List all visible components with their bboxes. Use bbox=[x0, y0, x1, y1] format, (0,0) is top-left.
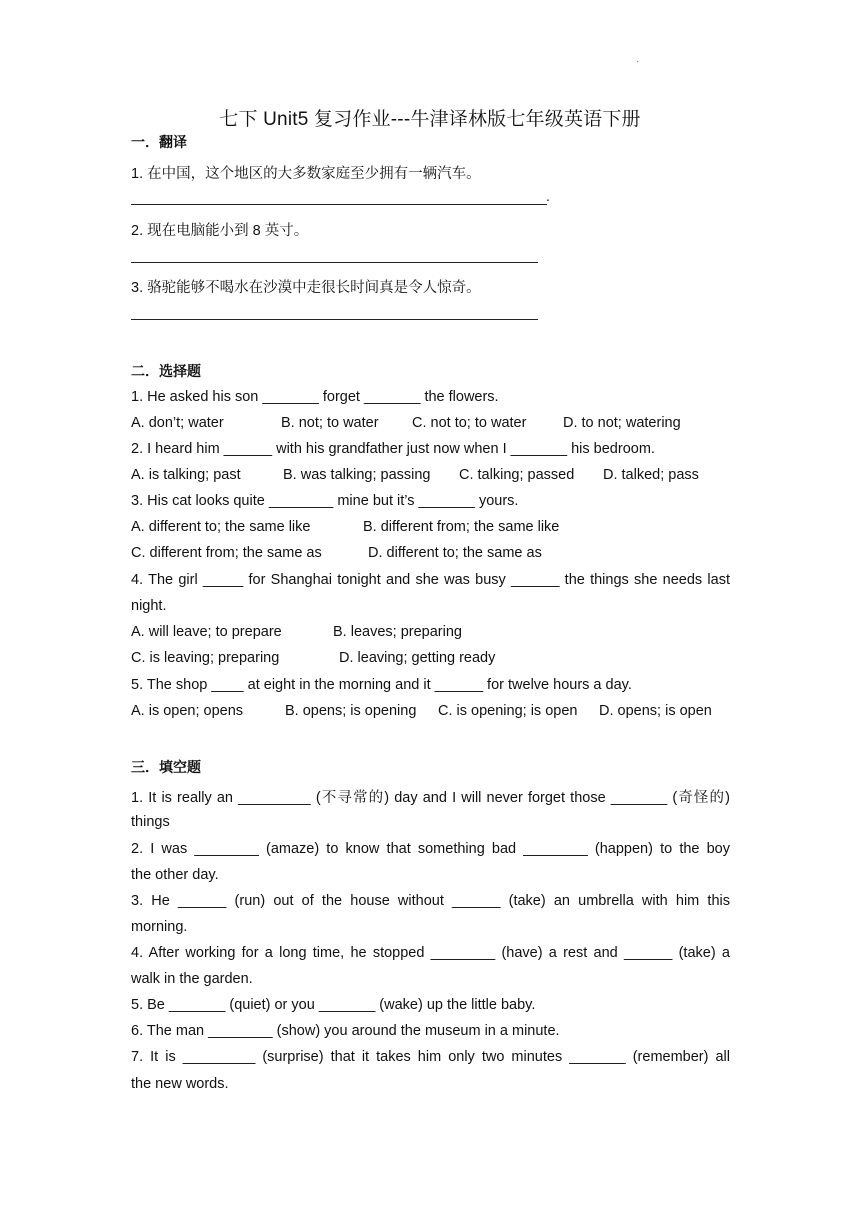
fill-question-7-cont: the new words. bbox=[131, 1076, 229, 1092]
mc-question-3: 3. His cat looks quite ________ mine but it’s _______ yours. bbox=[131, 493, 519, 509]
page-title: 七下 Unit5 复习作业---牛津译林版七年级英语下册 bbox=[219, 109, 641, 130]
mc-question-4: 4. The girl _____ for Shanghai tonight and she was busy ______ the things she needs last bbox=[131, 572, 730, 588]
mc-question-2: 2. I heard him ______ with his grandfather just now when I _______ his bedroom. bbox=[131, 441, 655, 457]
fill-question-6: 6. The man ________ (show) you around the museum in a minute. bbox=[131, 1023, 560, 1039]
mc-q4-option-b: B. leaves; preparing bbox=[333, 624, 462, 640]
mc-q1-option-a: A. don’t; water bbox=[131, 415, 224, 431]
mc-question-1: 1. He asked his son _______ forget _______ the flowers. bbox=[131, 389, 499, 405]
mc-q2-option-b: B. was talking; passing bbox=[283, 467, 431, 483]
translation-item-1: 1. 在中国，这个地区的大多数家庭至少拥有一辆汽车。 bbox=[131, 166, 481, 182]
answer-line-3 bbox=[131, 319, 538, 320]
fill-question-2: 2. I was ________ (amaze) to know that something bad ________ (happen) to the boy bbox=[131, 841, 730, 857]
mc-q5-option-b: B. opens; is opening bbox=[285, 703, 417, 719]
fill-question-3-cont: morning. bbox=[131, 919, 188, 935]
mc-q3-option-d: D. different to; the same as bbox=[368, 545, 542, 561]
section-heading-fill-in: 三．填空题 bbox=[131, 759, 201, 775]
fill-question-2-cont: the other day. bbox=[131, 867, 219, 883]
mc-q2-option-a: A. is talking; past bbox=[131, 467, 241, 483]
fill-question-1: 1. It is really an _________ (不寻常的) day and I will never forget those _______ (奇怪的) bbox=[131, 790, 730, 806]
answer-line-period: . bbox=[546, 188, 550, 204]
header-dot: · bbox=[636, 56, 640, 67]
section-heading-multiple-choice: 二．选择题 bbox=[131, 363, 201, 379]
mc-q2-option-d: D. talked; pass bbox=[603, 467, 699, 483]
translation-item-3: 3. 骆驼能够不喝水在沙漠中走很长时间真是令人惊奇。 bbox=[131, 280, 481, 296]
mc-q4-option-c: C. is leaving; preparing bbox=[131, 650, 280, 666]
mc-q3-option-a: A. different to; the same like bbox=[131, 519, 311, 535]
mc-q1-option-b: B. not; to water bbox=[281, 415, 379, 431]
answer-line-2 bbox=[131, 262, 538, 263]
fill-question-7: 7. It is _________ (surprise) that it takes him only two minutes _______ (remember) all bbox=[131, 1049, 730, 1065]
mc-q3-option-b: B. different from; the same like bbox=[363, 519, 560, 535]
mc-q5-option-c: C. is opening; is open bbox=[438, 703, 578, 719]
fill-question-1-cont: things bbox=[131, 814, 170, 830]
mc-q5-option-d: D. opens; is open bbox=[599, 703, 712, 719]
fill-question-3: 3. He ______ (run) out of the house without ______ (take) an umbrella with him this bbox=[131, 893, 730, 909]
mc-q4-option-a: A. will leave; to prepare bbox=[131, 624, 282, 640]
translation-item-2: 2. 现在电脑能小到 8 英寸。 bbox=[131, 223, 309, 239]
mc-q3-option-c: C. different from; the same as bbox=[131, 545, 322, 561]
section-heading-translation: 一．翻译 bbox=[131, 134, 187, 150]
fill-question-4-cont: walk in the garden. bbox=[131, 971, 253, 987]
answer-line-1 bbox=[131, 204, 547, 205]
fill-question-5: 5. Be _______ (quiet) or you _______ (wake) up the little baby. bbox=[131, 997, 536, 1013]
mc-q1-option-c: C. not to; to water bbox=[412, 415, 527, 431]
mc-question-5: 5. The shop ____ at eight in the morning and it ______ for twelve hours a day. bbox=[131, 677, 632, 693]
mc-q5-option-a: A. is open; opens bbox=[131, 703, 244, 719]
mc-q4-option-d: D. leaving; getting ready bbox=[339, 650, 496, 666]
mc-q1-option-d: D. to not; watering bbox=[563, 415, 681, 431]
mc-question-4-cont: night. bbox=[131, 598, 167, 614]
fill-question-4: 4. After working for a long time, he stopped ________ (have) a rest and ______ (take) a bbox=[131, 945, 730, 961]
mc-q2-option-c: C. talking; passed bbox=[459, 467, 575, 483]
